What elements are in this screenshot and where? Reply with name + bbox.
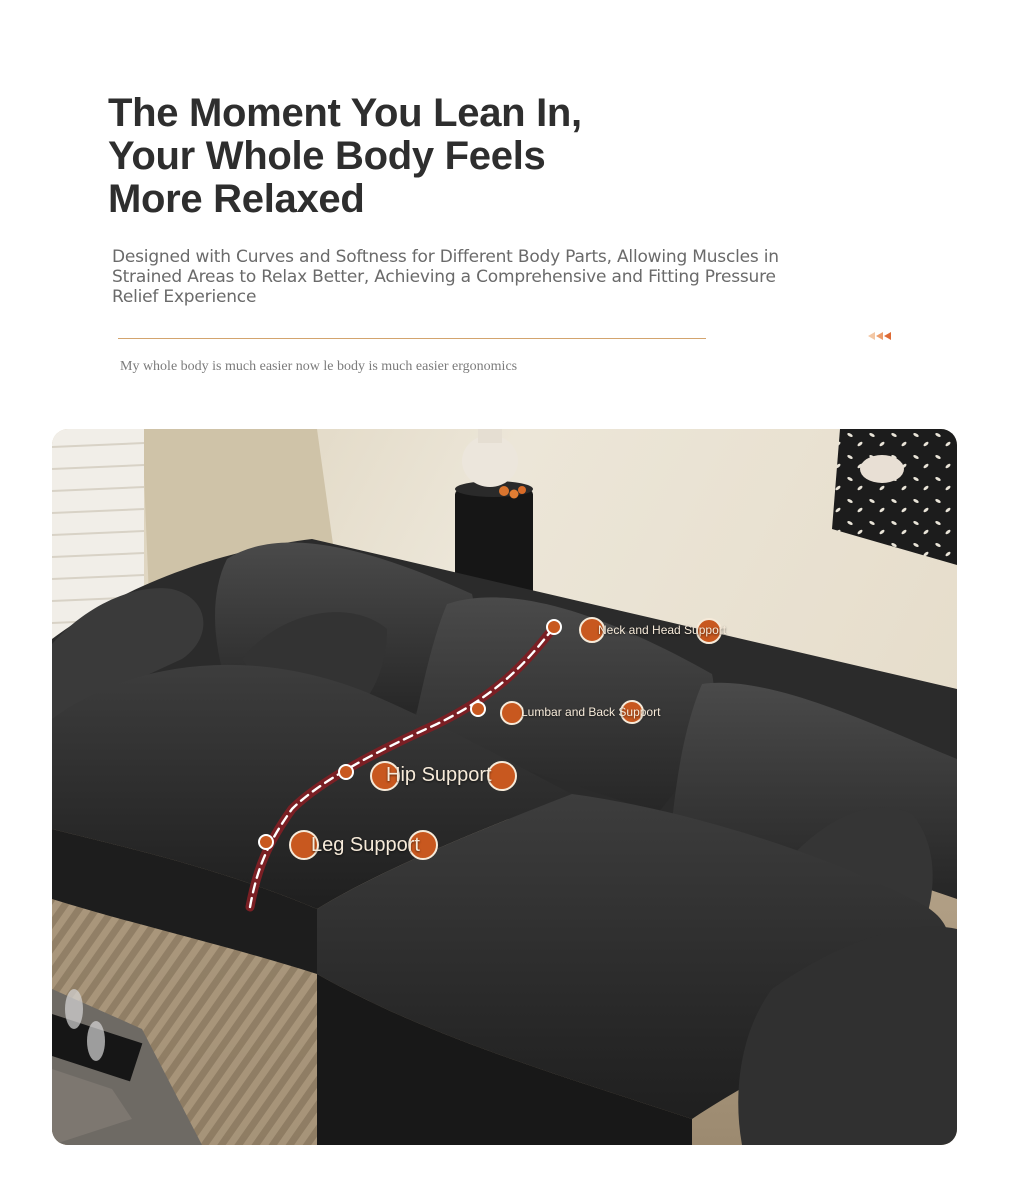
sofa-photo [52, 429, 957, 1145]
callout-hip: Hip Support [386, 764, 492, 786]
callout-leg: Leg Support [311, 834, 420, 856]
headline-line-1: The Moment You Lean In, [108, 91, 582, 135]
headline [108, 92, 668, 221]
headline-line-3: More Relaxed [108, 177, 365, 221]
description-text: Designed with Curves and Softness for Different Body Parts, Allowing Muscles in Strained Areas to Relax Better, Achieving a Comprehensive and Fitting Pressure Relief Experience [112, 247, 779, 307]
accent-divider [118, 338, 706, 339]
sofa-illustration [52, 429, 957, 1145]
callout-neck-head: Neck and Head Support [598, 623, 727, 637]
headline-line-2: Your Whole Body Feels [108, 134, 546, 178]
callout-lumbar-back: Lumbar and Back Support [521, 705, 661, 719]
triple-arrow-icon [868, 332, 891, 340]
caption-text: My whole body is much easier now le body is much easier ergonomics [120, 359, 518, 374]
